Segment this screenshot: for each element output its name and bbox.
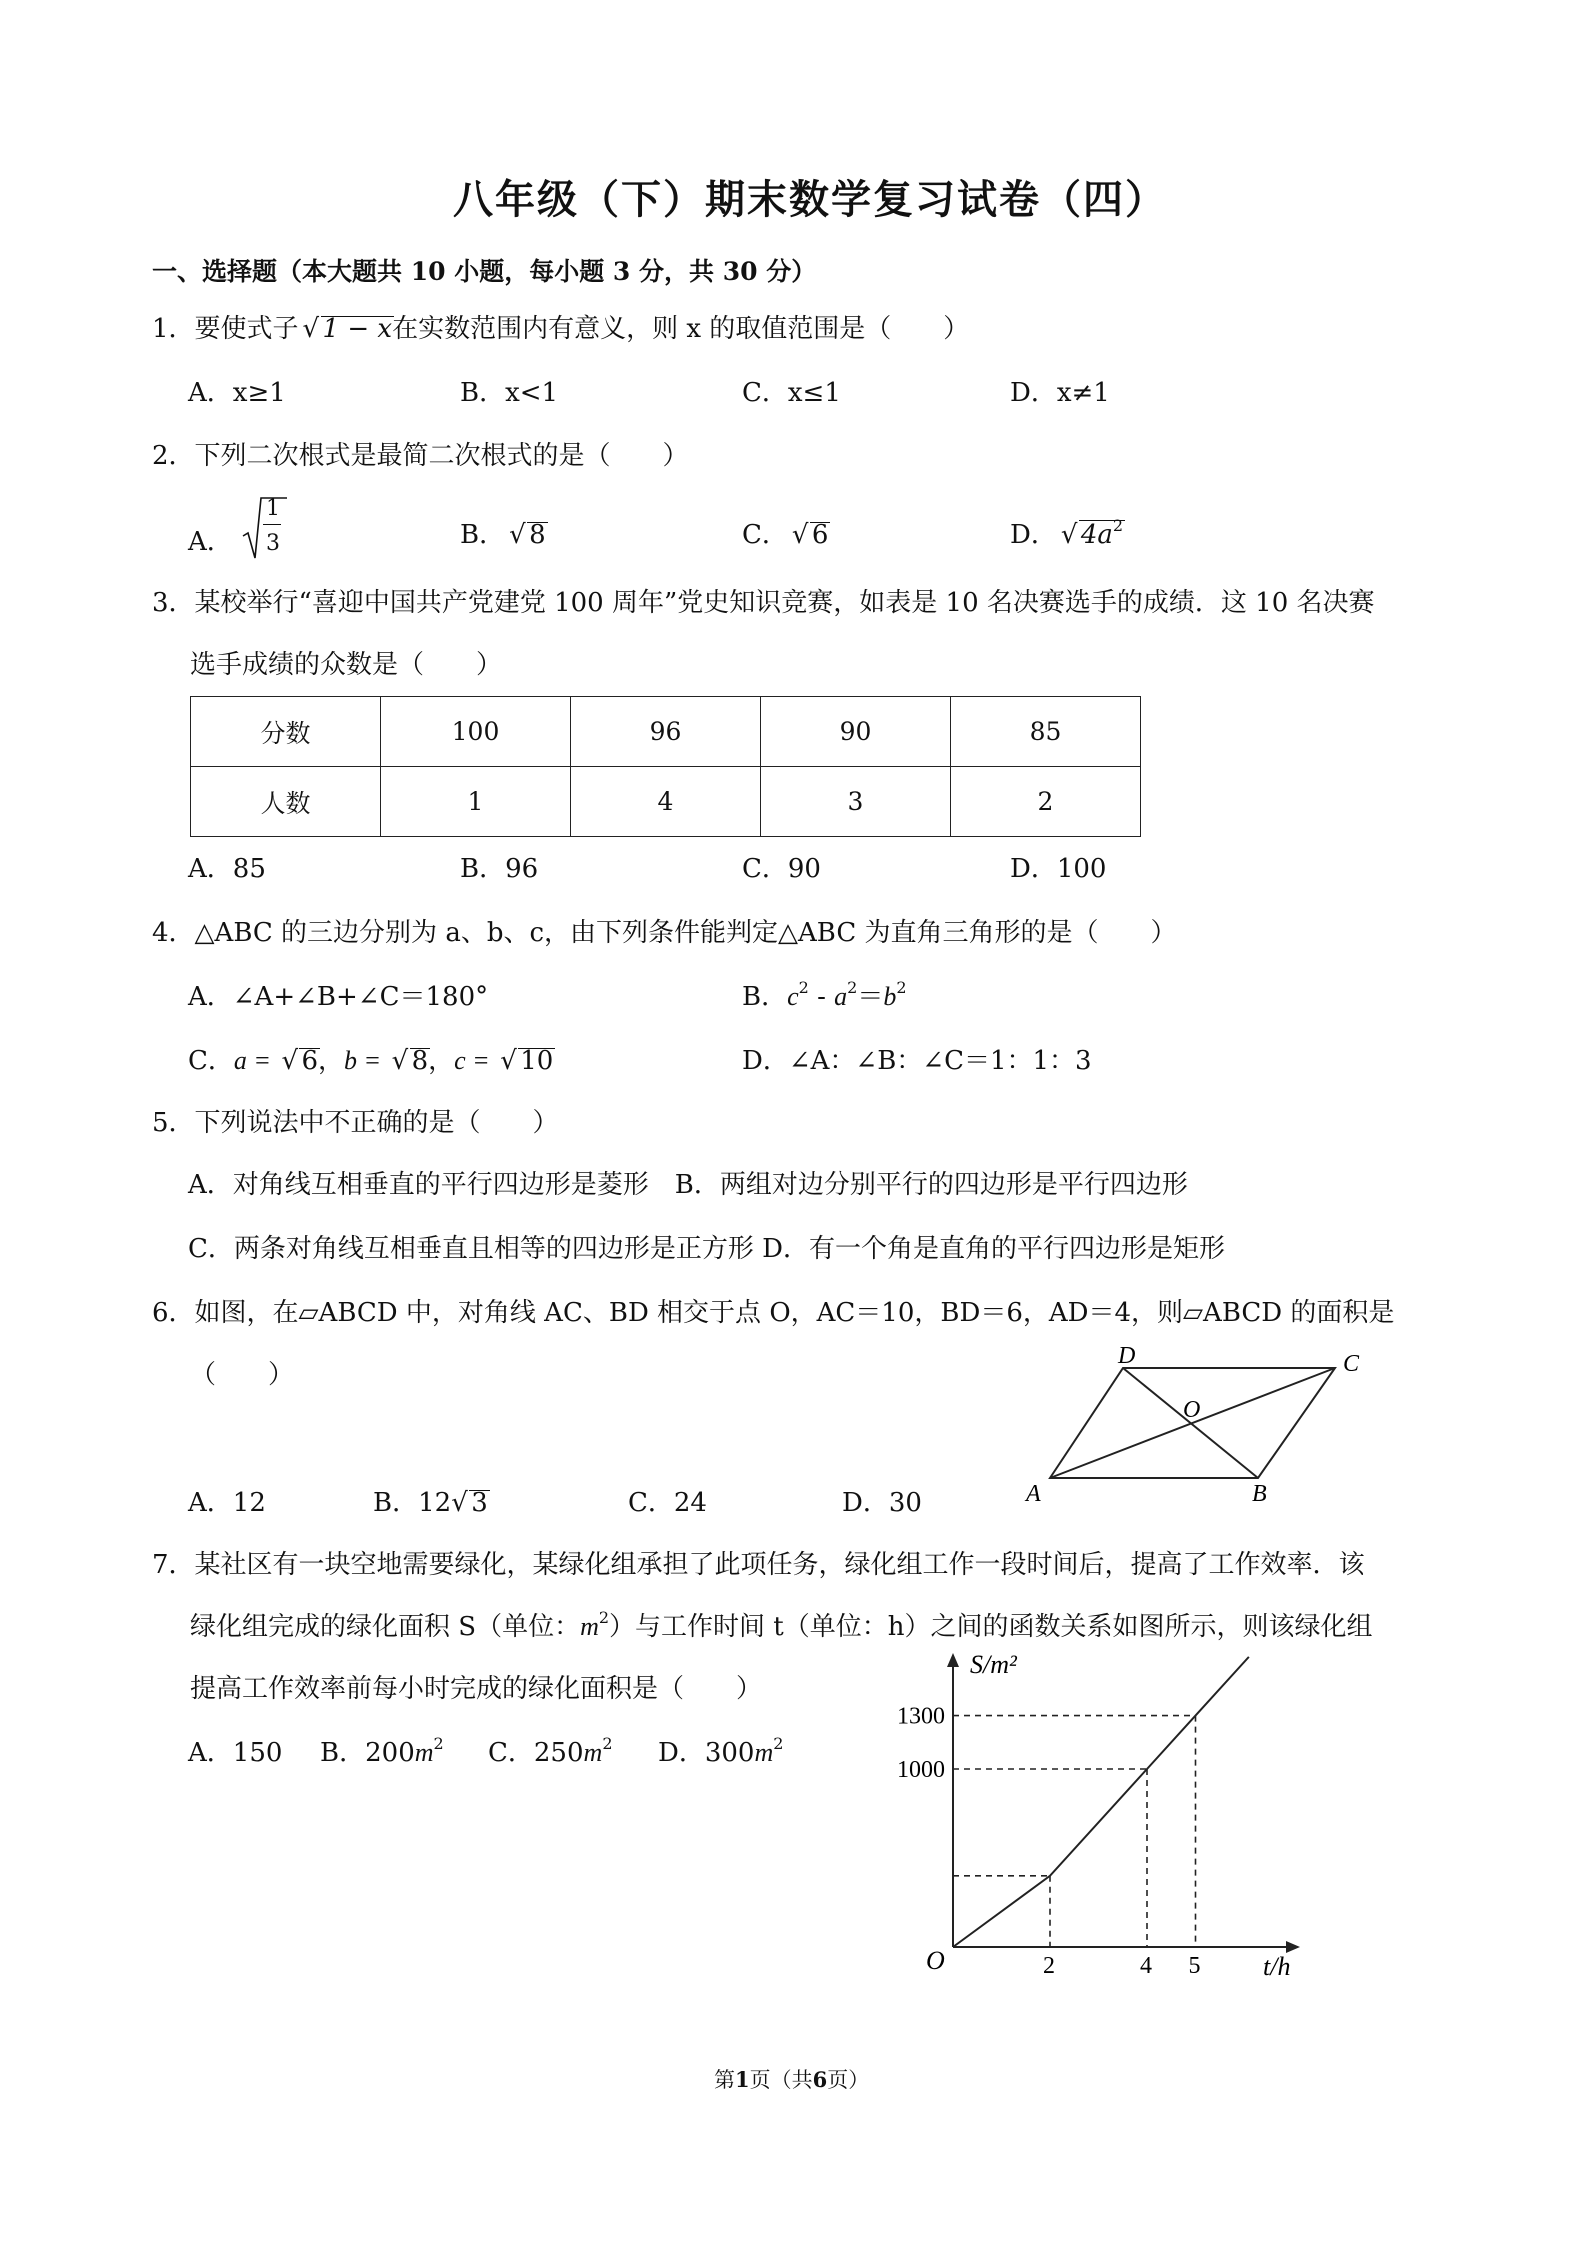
q7-option-a: A．150 [188,1738,283,1768]
page-footer: 第1页（共6页） [714,2067,870,2092]
vertex-label-a: A [1026,1481,1041,1507]
q2-option-c: C． √ 6 [742,520,829,550]
sqrt-symbol [241,494,287,564]
y-axis-arrow [947,1653,959,1667]
sqrt-symbol: √ 8 [509,520,546,550]
q4-option-d: D．∠A：∠B：∠C＝1：1：3 [742,1046,1092,1076]
vertex-label-b: B [1252,1481,1267,1507]
table-cell: 4 [571,767,761,837]
q4-option-b: B．$c^2 - a^2=b^2$ [742,978,907,1012]
q7-option-d: D．$300m^2$ [658,1734,784,1768]
diagonal-bd [1123,1368,1258,1478]
question-7-line-1: 7．某社区有一块空地需要绿化，某绿化组承担了此项任务，绿化组工作一段时间后，提高了工作效率．该 [152,1550,1365,1580]
sqrt-symbol: √ 1 − x [302,314,393,344]
parallelogram-figure [1020,1345,1380,1520]
x-tick-label: 4 [1140,1953,1152,1979]
origin-label: O [926,1946,945,1975]
sqrt-fraction: $\frac{1}{3}$ [241,520,287,550]
page-title: 八年级（下）期末数学复习试卷（四） [453,176,1167,223]
q6-option-a: A．12 [188,1488,266,1518]
table-cell: 2 [951,767,1141,837]
vertex-label-c: C [1343,1351,1360,1377]
question-6-line-2: （ ） [190,1360,295,1390]
q6-option-b: B．12 √ 3 [373,1488,488,1518]
sqrt-symbol: √ 10 [500,1046,554,1076]
q2-option-d: D． √ $4a^2$ [1010,516,1124,550]
q7-option-c: C．$250m^2$ [488,1734,613,1768]
question-1-stem: 1．要使式子 √ 1 − x在实数范围内有意义，则 x 的取值范围是（ ） [152,314,970,344]
question-7-line-3: 提高工作效率前每小时完成的绿化面积是（ ） [190,1674,763,1704]
sqrt-symbol: √ 3 [451,1488,488,1518]
table-cell: 1 [381,767,571,837]
q2-option-a: A． $\frac{1}{3}$ [188,520,287,557]
q3-option-c: C．90 [742,854,821,884]
section-heading: 一、选择题（本大题共 10 小题，每小题 3 分，共 30 分） [152,257,817,286]
q3-option-d: D．100 [1010,854,1107,884]
q2-option-b: B． √ 8 [460,520,546,550]
sqrt-symbol: √ 8 [391,1046,429,1076]
table-cell: 96 [571,697,761,767]
q5-options-ab: A．对角线互相垂直的平行四边形是菱形 B．两组对边分别平行的四边形是平行四边形 [188,1170,1188,1200]
y-tick-label: 1300 [897,1703,945,1730]
q3-option-b: B．96 [460,854,539,884]
y-axis-label: S/m² [970,1650,1017,1679]
q1-option-d: D．x≠1 [1010,378,1110,408]
vertex-label-o: O [1183,1397,1201,1423]
q4-option-c: C．a = √ 6，b = √ 8，c = √ 10 [188,1046,554,1076]
score-table [190,696,1141,837]
sqrt-symbol: √ $4a^2$ [1060,516,1124,550]
q1-option-a: A．x≥1 [188,378,286,408]
x-tick-label: 2 [1043,1953,1055,1979]
question-7-line-2: 绿化组完成的绿化面积 S（单位：$m^2$）与工作时间 t（单位：h）之间的函数关系如图所示，则该绿化组 [190,1608,1373,1642]
question-3-line-1: 3．某校举行“喜迎中国共产党建党 100 周年”党史知识竞赛，如表是 10 名决赛选手的成绩．这 10 名决赛 [152,588,1375,618]
question-6-line-1: 6．如图，在▱ABCD 中，对角线 AC、BD 相交于点 O，AC＝10，BD＝6，AD＝4，则▱ABCD 的面积是 [152,1298,1395,1328]
x-tick-label: 5 [1188,1953,1201,1979]
table-header-cell: 人数 [191,767,381,837]
sqrt-symbol: √ 6 [281,1046,318,1076]
question-2-stem: 2．下列二次根式是最简二次根式的是（ ） [152,441,689,471]
x-axis-label: t/h [1263,1952,1291,1981]
area-time-chart [870,1645,1310,1990]
q1-option-b: B．x<1 [460,378,559,408]
table-row [191,767,1141,837]
table-row [191,697,1141,767]
table-header-cell: 分数 [191,697,381,767]
q6-option-c: C．24 [628,1488,707,1518]
q5-options-cd: C．两条对角线互相垂直且相等的四边形是正方形 D．有一个角是直角的平行四边形是矩形 [188,1234,1226,1264]
q1-option-c: C．x≤1 [742,378,841,408]
sqrt-symbol: √ 6 [791,520,829,550]
question-3-line-2: 选手成绩的众数是（ ） [190,650,503,680]
q3-option-a: A．85 [188,854,266,884]
question-4-stem: 4．△ABC 的三边分别为 a、b、c，由下列条件能判定△ABC 为直角三角形的是（ ） [152,918,1177,948]
y-tick-label: 1000 [897,1757,945,1783]
table-cell: 90 [761,697,951,767]
series-line [953,1657,1249,1947]
q6-option-d: D．30 [842,1488,922,1518]
table-cell: 85 [951,697,1141,767]
vertex-label-d: D [1118,1345,1136,1369]
q7-option-b: B．$200m^2$ [320,1734,444,1768]
table-cell: 100 [381,697,571,767]
diagonal-ac [1050,1368,1335,1478]
q4-option-a: A．∠A+∠B+∠C＝180° [188,982,489,1012]
table-cell: 3 [761,767,951,837]
question-5-stem: 5．下列说法中不正确的是（ ） [152,1108,559,1138]
